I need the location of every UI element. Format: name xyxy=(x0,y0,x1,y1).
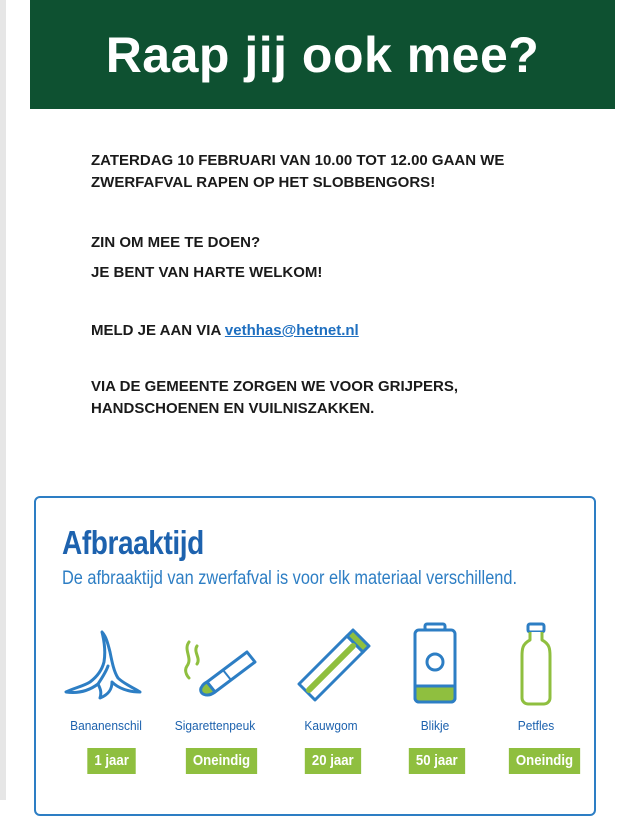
decomposition-card xyxy=(34,496,596,816)
plastic-bottle-icon xyxy=(484,622,588,708)
duration-badge: 1 jaar xyxy=(87,748,136,774)
signup-email-link[interactable]: vethhas@hetnet.nl xyxy=(224,322,359,339)
signup-prefix: MELD JE AAN VIA xyxy=(91,322,225,339)
duration-badge: Oneindig xyxy=(509,748,580,774)
title-banner xyxy=(30,0,615,109)
supplies-line-2: HANDSCHOENEN EN VUILNISZAKKEN. xyxy=(91,400,375,417)
duration-badge: Oneindig xyxy=(186,748,257,774)
supplies-line-1: VIA DE GEMEENTE ZORGEN WE VOOR GRIJPERS, xyxy=(91,378,458,395)
material-item-cigarette xyxy=(163,622,267,769)
material-item-banana xyxy=(54,622,158,769)
material-label: Petfles xyxy=(517,718,555,733)
material-label: Bananenschil xyxy=(70,718,142,733)
material-item-gum xyxy=(279,622,383,769)
supplies-text xyxy=(91,376,458,420)
chewing-gum-icon xyxy=(279,622,383,708)
material-label: Blikje xyxy=(420,718,450,733)
page-edge xyxy=(0,0,6,800)
card-title: Afbraaktijd xyxy=(62,524,204,561)
page-title: Raap jij ook mee? xyxy=(105,26,540,83)
invite-welcome: JE BENT VAN HARTE WELKOM! xyxy=(91,264,323,281)
material-label: Sigarettenpeuk xyxy=(174,718,256,733)
invite-question: ZIN OM MEE TE DOEN? xyxy=(91,234,261,251)
event-line-1: ZATERDAG 10 FEBRUARI VAN 10.00 TOT 12.00 GAAN WE xyxy=(91,152,505,169)
material-label: Kauwgom xyxy=(304,718,358,733)
material-item-bottle xyxy=(484,622,588,769)
event-line-2: ZWERFAFVAL RAPEN OP HET SLOBBENGORS! xyxy=(91,174,436,191)
duration-badge: 20 jaar xyxy=(305,748,361,774)
card-subtitle: De afbraaktijd van zwerfafval is voor elk materiaal verschillend. xyxy=(62,568,517,589)
can-icon xyxy=(383,622,487,708)
cigarette-butt-icon xyxy=(163,622,267,708)
material-list xyxy=(36,622,598,772)
material-item-can xyxy=(383,622,487,769)
event-date-text xyxy=(91,150,504,194)
signup-text xyxy=(91,320,359,342)
duration-badge: 50 jaar xyxy=(409,748,465,774)
banana-peel-icon xyxy=(58,622,154,708)
